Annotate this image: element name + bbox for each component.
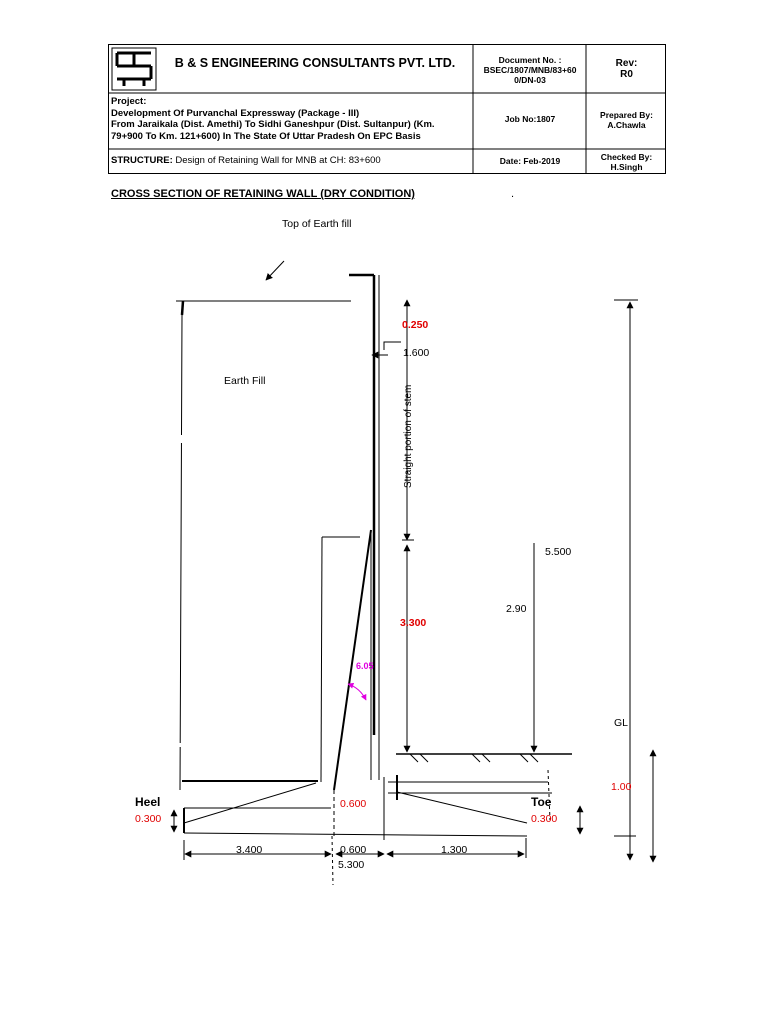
section-title: CROSS SECTION OF RETAINING WALL (DRY CONDITION) bbox=[111, 188, 415, 200]
revision-label: Rev: bbox=[615, 58, 638, 69]
offset-dimension: 1.600 bbox=[403, 347, 430, 359]
job-number: Job No:1807 bbox=[504, 114, 556, 124]
stem-angle-value: 6.05 bbox=[356, 661, 374, 671]
prepared-by-label: Prepared By: bbox=[600, 110, 653, 120]
heel-length-value: 3.400 bbox=[236, 844, 263, 856]
date: Date: Feb-2019 bbox=[499, 156, 561, 166]
earth-fill-outline bbox=[176, 301, 360, 790]
offset-indicator bbox=[384, 342, 401, 350]
base-slab bbox=[182, 770, 552, 836]
project-line-3: 79+900 To Km. 121+600) In The State Of Uttar Pradesh On EPC Basis bbox=[111, 130, 421, 142]
straight-portion-label: Straight portion of stem bbox=[403, 384, 414, 488]
toe-length-value: 1.300 bbox=[441, 844, 468, 856]
project-line-2: From Jaraikala (Dist. Amethi) To Sidhi Ganeshpur (Dist. Sultanpur) (Km. bbox=[111, 119, 435, 130]
structure-value: Design of Retaining Wall for MNB at CH: 83+600 bbox=[175, 155, 381, 166]
document-label: Document No. : bbox=[498, 55, 562, 65]
checked-by-value: H.Singh bbox=[610, 162, 643, 172]
top-of-fill-arrow bbox=[266, 261, 284, 280]
top-of-fill-label: Top of Earth fill bbox=[282, 218, 352, 230]
prepared-by-value: A.Chawla bbox=[607, 120, 646, 130]
project-line-1: Development Of Purvanchal Expressway (Package - III) bbox=[111, 107, 360, 119]
gl-label: GL bbox=[614, 717, 629, 729]
top-thickness-dimension: 0.250 bbox=[402, 319, 429, 331]
ground-line bbox=[396, 754, 572, 762]
heel-label: Heel bbox=[135, 795, 161, 809]
stem-angle-arrow bbox=[348, 684, 366, 700]
ground-depth-value: 1.00 bbox=[611, 781, 632, 793]
earth-fill-label: Earth Fill bbox=[224, 375, 266, 387]
toe-thickness-value: 0.300 bbox=[531, 813, 558, 825]
dot-mark: . bbox=[511, 188, 515, 200]
toe-label: Toe bbox=[531, 795, 552, 809]
revision-value: R0 bbox=[620, 69, 633, 80]
stem bbox=[332, 275, 384, 885]
structure-label: STRUCTURE: bbox=[111, 155, 173, 166]
ground-height-value: 2.90 bbox=[506, 603, 527, 615]
total-base-value: 5.300 bbox=[338, 859, 365, 871]
project-label: Project: bbox=[111, 96, 147, 107]
company-name: B & S ENGINEERING CONSULTANTS PVT. LTD. bbox=[174, 56, 456, 70]
document-number-line1: BSEC/1807/MNB/83+60 bbox=[483, 65, 577, 75]
base-stem-width-value: 0.600 bbox=[340, 798, 367, 810]
checked-by-label: Checked By: bbox=[600, 152, 653, 162]
stem-width-bottom-value: 0.600 bbox=[340, 844, 367, 856]
document-number-line2: 0/DN-03 bbox=[514, 75, 546, 85]
taper-height-value: 3.300 bbox=[400, 617, 427, 629]
heel-thickness-value: 0.300 bbox=[135, 813, 162, 825]
total-height-value: 5.500 bbox=[545, 546, 572, 558]
